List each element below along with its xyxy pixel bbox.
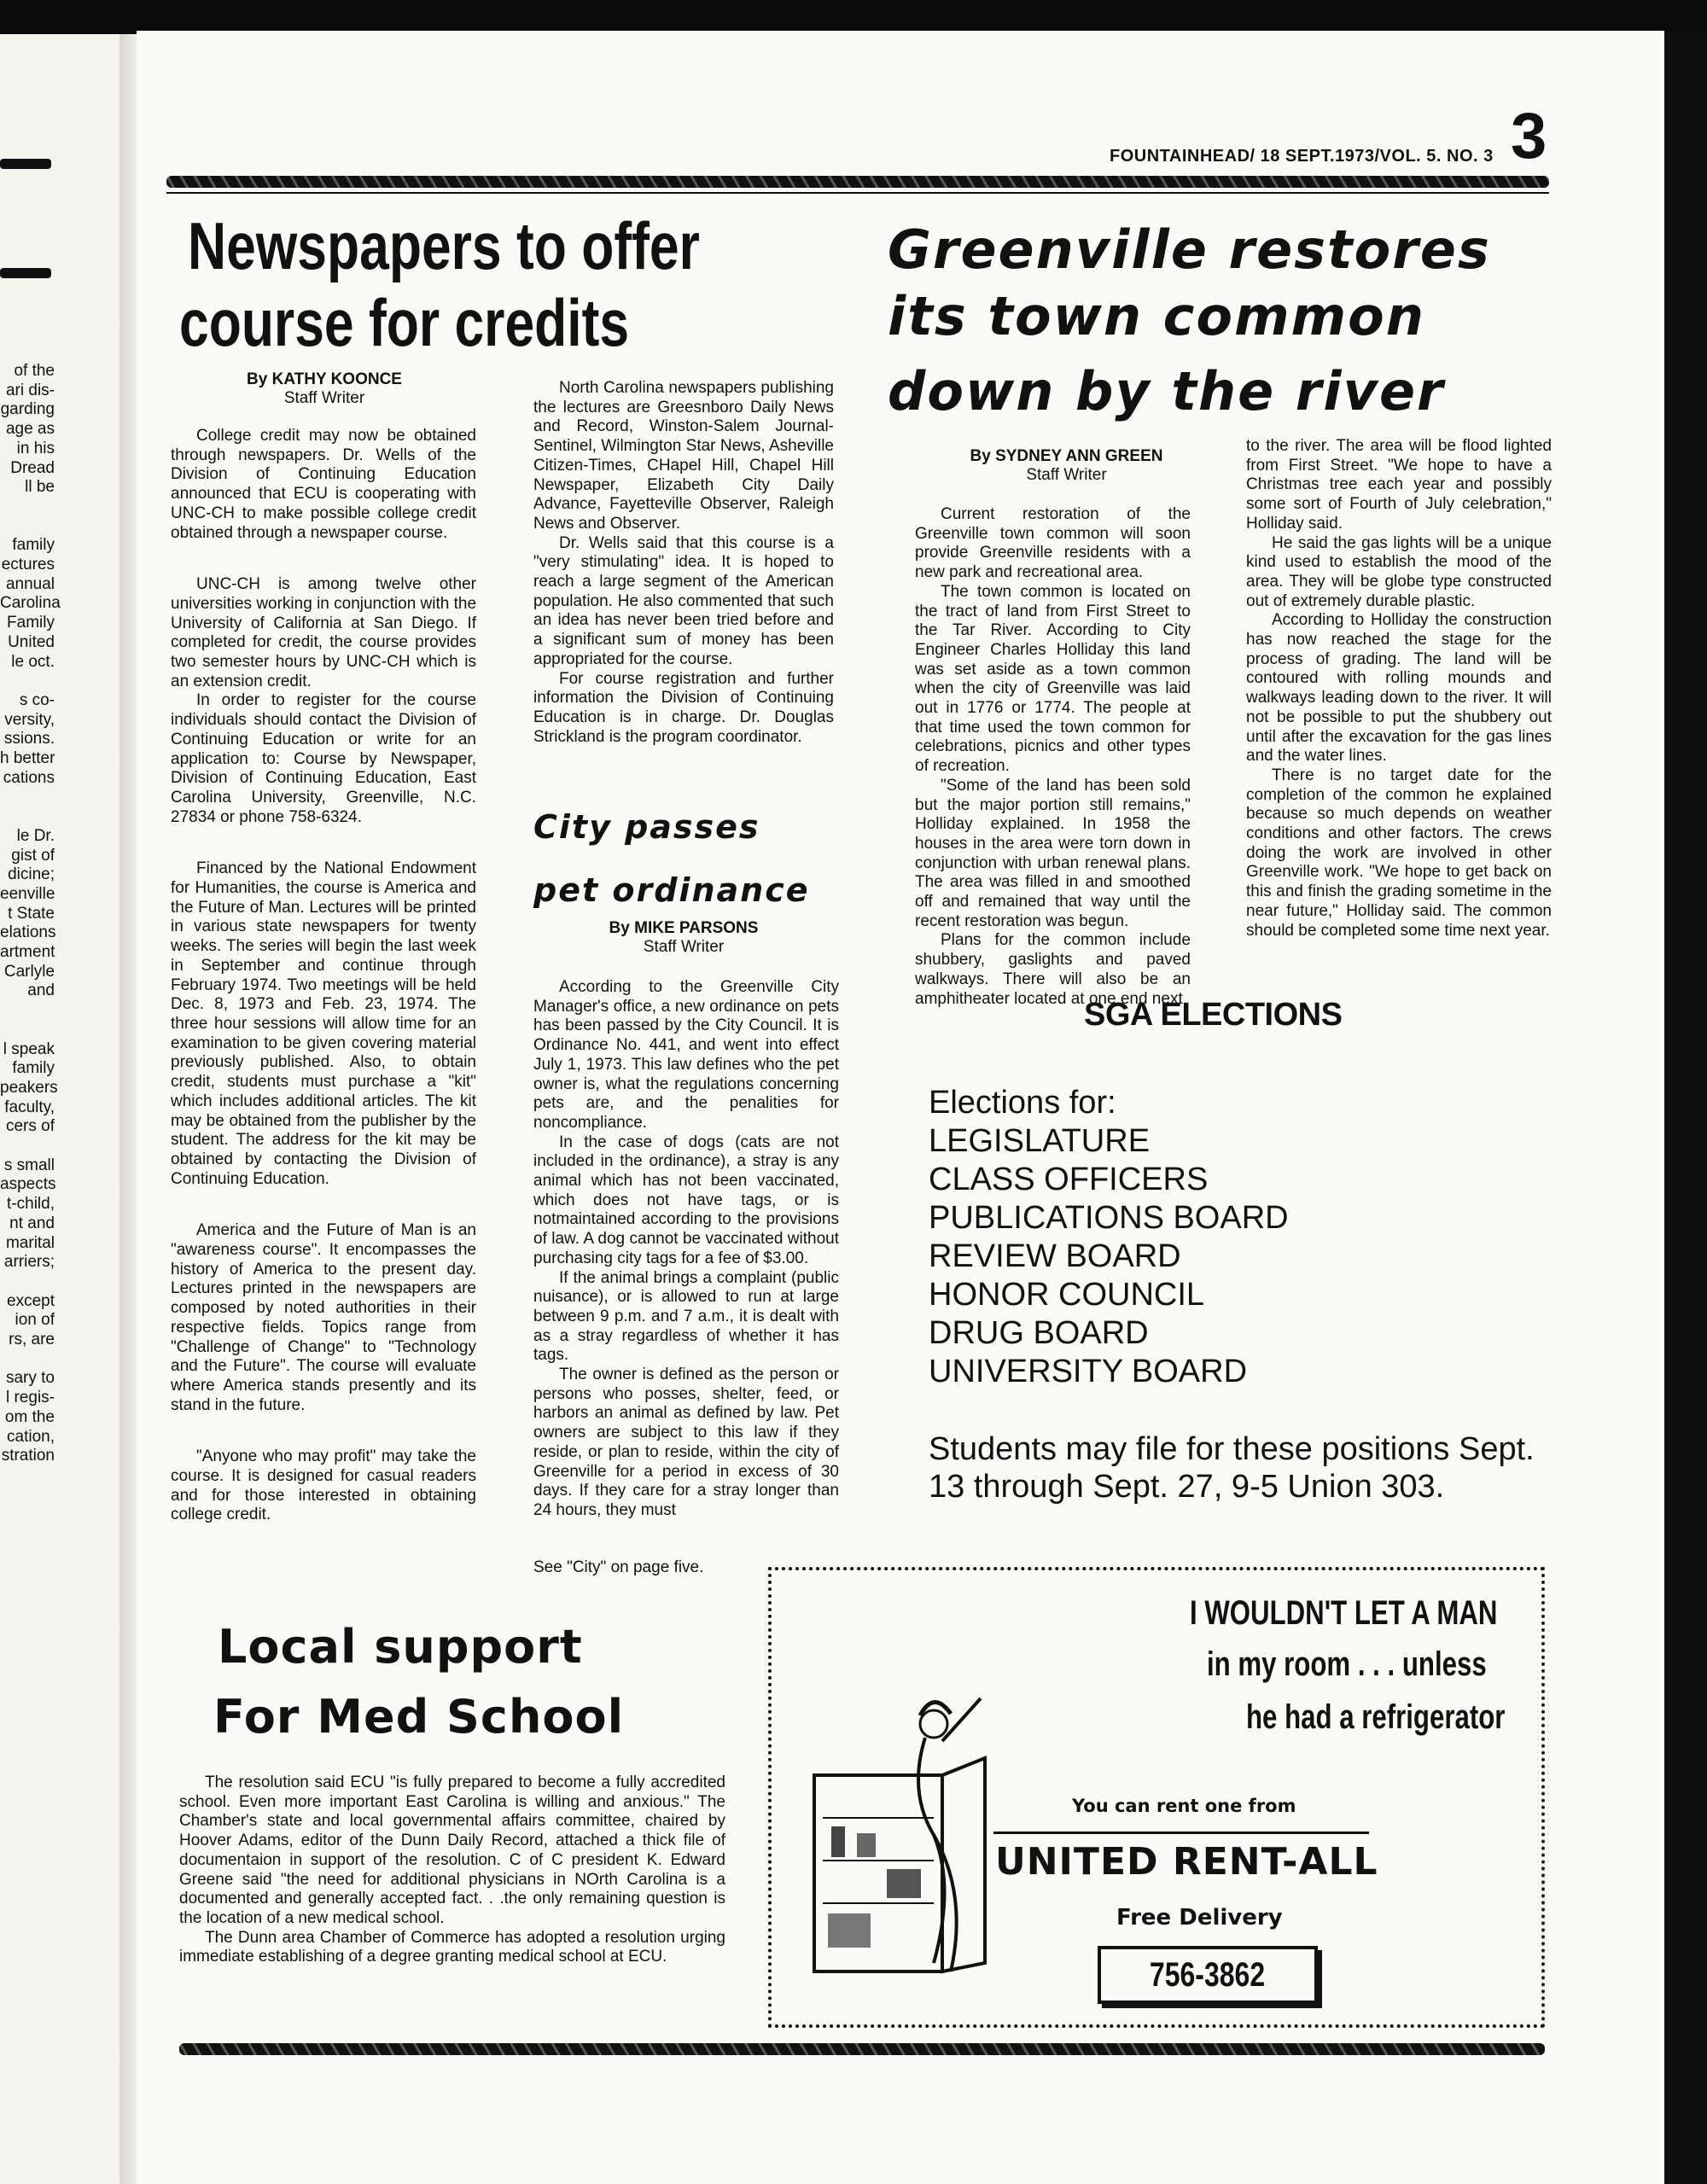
article-common-col1 (915, 505, 1191, 1009)
ad-headline-line2: in my room . . . unless (1207, 1645, 1487, 1683)
byline-name: By SYDNEY ANN GREEN (970, 447, 1163, 465)
facing-page-rule (0, 268, 51, 278)
facing-page-line: rs, are (9, 1331, 55, 1348)
facing-page-line: l speak (3, 1040, 55, 1058)
paragraph: He said the gas lights will be a unique kind used to establish the mood of the area. They will be globe type constructed out of extremely durable plastic. (1246, 533, 1552, 610)
sga-position: REVIEW BOARD (929, 1238, 1181, 1274)
byline-name: By MIKE PARSONS (609, 919, 759, 937)
ad-rent-from: You can rent one from (1072, 1796, 1296, 1816)
facing-page-line: gist of (11, 846, 55, 865)
facing-page-line: versity, (4, 710, 55, 729)
facing-page-line: Carolina (0, 594, 61, 613)
facing-page-line: dicine; (8, 865, 55, 884)
facing-page-line: age as (5, 420, 55, 439)
facing-page-line: stration (1, 1447, 55, 1465)
paragraph: According to Holliday the construction has now reached the stage for the process of grading. The land will be contoured with rolling mounds and walkways leading down to the river. It will not be possible to put the shubbery out until after the excavation for the gas lines and the water lines. (1246, 611, 1552, 766)
paragraph: America and the Future of Man is an "awareness course". It encompasses the history of America to the present day. Lectures printed in the newspapers are composed by noted authorities in their respective fields. Topics range from "Challenge of Change" to "Technology and the Future". The course will evaluate where America stands presently and its stand in the future. (171, 1221, 476, 1414)
facing-page-line: garding (0, 400, 55, 419)
paragraph: Financed by the National Endowment for Humanities, the course is America and the Future of Man. Lectures will be printed in various state newspapers for twenty weeks. The series will begin the last week in September and continue through February 1974. Two meetings will be held Dec. 8, 1973 and Feb. 23, 1974. The three hour sessions will allow time for an examination to be given covering material previously published. Also, to obtain credit, students must purchase a "kit" which includes additional articles. The kit may be obtained from the publisher by the student. The address for the kit may be obtained by contacting the Division of Continuing Education. (171, 859, 476, 1188)
byline-role: Staff Writer (1026, 466, 1107, 484)
paragraph: "Anyone who may profit" may take the course. It is designed for casual readers and for those interested in obtaining college credit. (171, 1447, 476, 1524)
facing-page-line: le oct. (11, 652, 55, 671)
masthead-rule (166, 176, 1549, 188)
facing-page-edge (0, 34, 119, 2184)
facing-page-line: ssions. (3, 730, 55, 748)
facing-page-line: cers of (5, 1117, 55, 1136)
sga-intro: Elections for: (929, 1085, 1116, 1121)
facing-page-line: annual (5, 574, 55, 593)
paragraph: "Some of the land has been sold but the major portion still remains," Holliday explained. In 1958 the houses in the area were torn down in conjunction with urban renewal plans. The area was filled in and smoothed off and remained that way until the recent restoration was begun. (915, 776, 1191, 930)
facing-page-line: Carlyle (3, 962, 55, 981)
article-medschool-body (179, 1773, 725, 1967)
facing-page-line: nt and (9, 1214, 55, 1232)
byline-role: Staff Writer (283, 389, 365, 407)
facing-page-line: l regis- (5, 1389, 55, 1407)
paragraph: The resolution said ECU "is fully prepared to become a fully accredited school. Even more important East Carolina is willing and anxious." The Chamber's state and local governmental affairs committee, chaired by Hoover Adams, editor of the Dunn Daily Record, attached a thick file of documentaion in support of the resolution. C of C president K. Edward Greene said "the need for additional physicians in NOrth Carolina is a documented and generally accepted fact. . .the only remaining question is the location of a new medical school. (179, 1773, 725, 1927)
facing-page-line: arriers; (3, 1253, 55, 1272)
facing-page-line: ari dis- (5, 381, 55, 399)
facing-page-line: in his (16, 439, 55, 457)
facing-page-line: cations (3, 768, 55, 787)
food-box-icon (887, 1869, 921, 1898)
facing-page-line: h better (0, 749, 55, 767)
ad-phone-box (1098, 1946, 1318, 2004)
page-number: 3 (1511, 100, 1547, 172)
page-gutter (119, 34, 137, 2184)
sga-position: DRUG BOARD (929, 1315, 1149, 1351)
paragraph: There is no target date for the completion of the common he explained because so much depends on weather conditions and other factors. The crews doing the work are involved in other Greenville work. "We hope to get back on this and finish the grading sometime in the near future," Holliday said. The common should be completed some time next year. (1246, 766, 1552, 940)
facing-page-line: family (12, 536, 55, 555)
headline-common-line3: down by the river (888, 360, 1445, 422)
article-newspapers-col2 (533, 379, 834, 747)
masthead-thin-rule (166, 192, 1549, 194)
paragraph: to the river. The area will be flood lighted from First Street. "We hope to have a Christmas tree each year and possibly some sort of Fourth of July celebration," Holliday said. (1246, 437, 1552, 533)
sga-position: UNIVERSITY BOARD (929, 1354, 1248, 1389)
facing-page-line: t State (8, 904, 55, 923)
paragraph: According to the Greenville City Manager's office, a new ordinance on pets has been passed by the City Council. It is Ordinance No. 441, and went into effect July 1, 1973. This law defines who the pet owner is, what the regulations concerning pets are, and the penalities for noncompliance. (533, 978, 839, 1132)
facing-page-line: eenville (0, 884, 55, 903)
article-common-col2 (1246, 437, 1552, 941)
sga-position: HONOR COUNCIL (929, 1277, 1205, 1313)
bottle-icon (831, 1826, 845, 1857)
facing-page-line: om the (4, 1407, 55, 1426)
paragraph: In order to register for the course individuals should contact the Division of Continuing Education or write for an application to: Course by Newspaper, Division of Continuing Education, East Carolina University, Greenville, N.C. 27834 or phone 758-6324. (171, 691, 476, 826)
facing-page-line: t-child, (7, 1195, 55, 1214)
sga-positions (929, 1084, 1526, 1391)
facing-page-line: le Dr. (16, 826, 55, 845)
facing-page-line: and (27, 981, 55, 1000)
paragraph: Plans for the common include shubbery, gaslights and paved walkways. There will also be an amphitheater located at one end next (915, 931, 1191, 1008)
paragraph: The Dunn area Chamber of Commerce has adopted a resolution urging immediate establishing of a degree granting medical school at ECU. (179, 1928, 725, 1966)
headline-newspapers-line2: course for credits (179, 285, 630, 360)
byline-pets (533, 919, 834, 957)
ad-free-delivery: Free Delivery (1116, 1905, 1283, 1931)
masthead-dateline: FOUNTAINHEAD/ 18 SEPT.1973/VOL. 5. NO. 3 (1110, 147, 1494, 166)
paragraph: Current restoration of the Greenville town common will soon provide Greenville residents with a new park and recreational area. (915, 505, 1191, 582)
facing-page-line: ll be (25, 478, 55, 497)
facing-page-line: family (12, 1059, 55, 1078)
facing-page-line: elations (0, 923, 56, 942)
paragraph: If the animal brings a complaint (public nuisance), or is allowed to run at large between 9 p.m. and 7 a.m., it is dealt with as a stray regardless of whether it has tags. (533, 1268, 839, 1365)
facing-page-line: s co- (19, 690, 55, 709)
paragraph: Dr. Wells said that this course is a "very stimulating" idea. It is hoped to reach a large segment of the American population. He also commented that such an idea has never been tried before and a significant sum of money has been appropriated for the course. (533, 533, 834, 668)
facing-page-rule (0, 159, 51, 169)
paragraph: The owner is defined as the person or persons who posses, shelter, feed, or harbors an animal as defined by law. Pet owners are subject to this law if they reside, or plan to reside, within the city of Greenville for a period in excess of 30 days. If they care for a stray longer than 24 hours, they must (533, 1366, 839, 1519)
headline-medschool-line1: Local support (218, 1620, 583, 1674)
jar-icon (857, 1833, 876, 1857)
sga-title: SGA ELECTIONS (1084, 997, 1343, 1033)
ad-headline-line1: I WOULDN'T LET A MAN (1190, 1594, 1498, 1632)
paragraph: In the case of dogs (cats are not included in the ordinance), a stray is any animal which has not been vaccinated, which does not have tags, or is notmaintained according to the provisions of law. A dog cannot be vaccinated without purchasing city tags for a fee of $3.00. (533, 1133, 839, 1267)
facing-page-line: s small (3, 1156, 55, 1174)
facing-page-line: peakers (0, 1078, 58, 1097)
facing-page-line: cation, (7, 1427, 55, 1446)
facing-page-line: ectures (1, 556, 55, 574)
facing-page-line: faculty, (4, 1098, 55, 1116)
sga-filing-note: Students may file for these positions Sept. 13 through Sept. 27, 9-5 Union 303. (929, 1431, 1535, 1505)
scan-top-border (0, 0, 1707, 34)
crisper-drawer (828, 1913, 871, 1948)
paragraph: UNC-CH is among twelve other universities working in conjunction with the University of California at San Diego. If completed for credit, the course provides two semester hours by UNC-CH which is an extension credit. (171, 575, 477, 690)
jump-line-pets: See "City" on page five. (533, 1558, 704, 1576)
sga-position: CLASS OFFICERS (929, 1162, 1209, 1197)
facing-page-line: except (7, 1291, 55, 1310)
refrigerator-illustration (806, 1690, 1019, 1997)
byline-newspapers (171, 370, 478, 408)
sga-position: LEGISLATURE (929, 1123, 1151, 1159)
headline-common-line1: Greenville restores (888, 218, 1491, 281)
article-newspapers-col1 (171, 427, 476, 1525)
headline-medschool-line2: For Med School (213, 1690, 625, 1744)
paragraph: College credit may now be obtained through newspapers. Dr. Wells of the Division of Continuing Education announced that ECU is cooperating with UNC-CH to make possible college credit obtained through a newspaper course. (171, 427, 476, 542)
woman-head (920, 1710, 947, 1738)
ad-headline-line3: he had a refrigerator (1246, 1698, 1506, 1736)
paragraph: North Carolina newspapers publishing the lectures are Greesnboro Daily News and Record, Winston-Salem Journal-Sentinel, Wilmington Star News, Asheville Citizen-Times, CHapel Hill, Chapel Hill Newspaper, Elizabeth City Daily Advance, Fayetteville Observer, Raleigh News and Observer. (533, 379, 834, 533)
sga-position: PUBLICATIONS BOARD (929, 1200, 1289, 1236)
facing-page-line: artment (0, 943, 55, 961)
facing-page-line: marital (5, 1233, 55, 1252)
ad-divider (993, 1832, 1369, 1834)
ad-business-name: UNITED RENT-ALL (995, 1840, 1378, 1884)
headline-newspapers-line1: Newspapers to offer (188, 208, 700, 283)
scan-right-border (1664, 31, 1707, 2184)
facing-page-line: Family (7, 614, 55, 632)
headline-pets-line1: City passes (533, 808, 760, 846)
paragraph: For course registration and further information the Division of Continuing Education is in charge. Dr. Douglas Strickland is the program coordinator. (533, 669, 834, 746)
article-pets-body (533, 978, 839, 1521)
facing-page-line: aspects (0, 1175, 56, 1194)
facing-page-line: sary to (5, 1369, 55, 1388)
byline-common (915, 447, 1218, 485)
paragraph: The town common is located on the tract of land from First Street to the Tar River. According to City Engineer Charles Holliday this land was set aside as a town common when the city of Greenville was laid out in 1776 or 1774. The people at that time used the town common for celebrations, picnics and other types of recreation. (915, 582, 1191, 776)
byline-role: Staff Writer (643, 938, 725, 956)
facing-page-line: of the (14, 362, 55, 380)
ad-phone-number: 756-3862 (1150, 1955, 1266, 1994)
headline-common-line2: its town common (888, 285, 1425, 347)
bottom-page-rule (179, 2043, 1545, 2055)
facing-page-line: Dread (10, 458, 55, 477)
facing-page-line: ion of (15, 1311, 55, 1330)
byline-name: By KATHY KOONCE (247, 370, 402, 388)
headline-pets-line2: pet ordinance (533, 871, 810, 909)
facing-page-line: United (8, 632, 55, 651)
rent-all-advertisement (768, 1567, 1545, 2028)
